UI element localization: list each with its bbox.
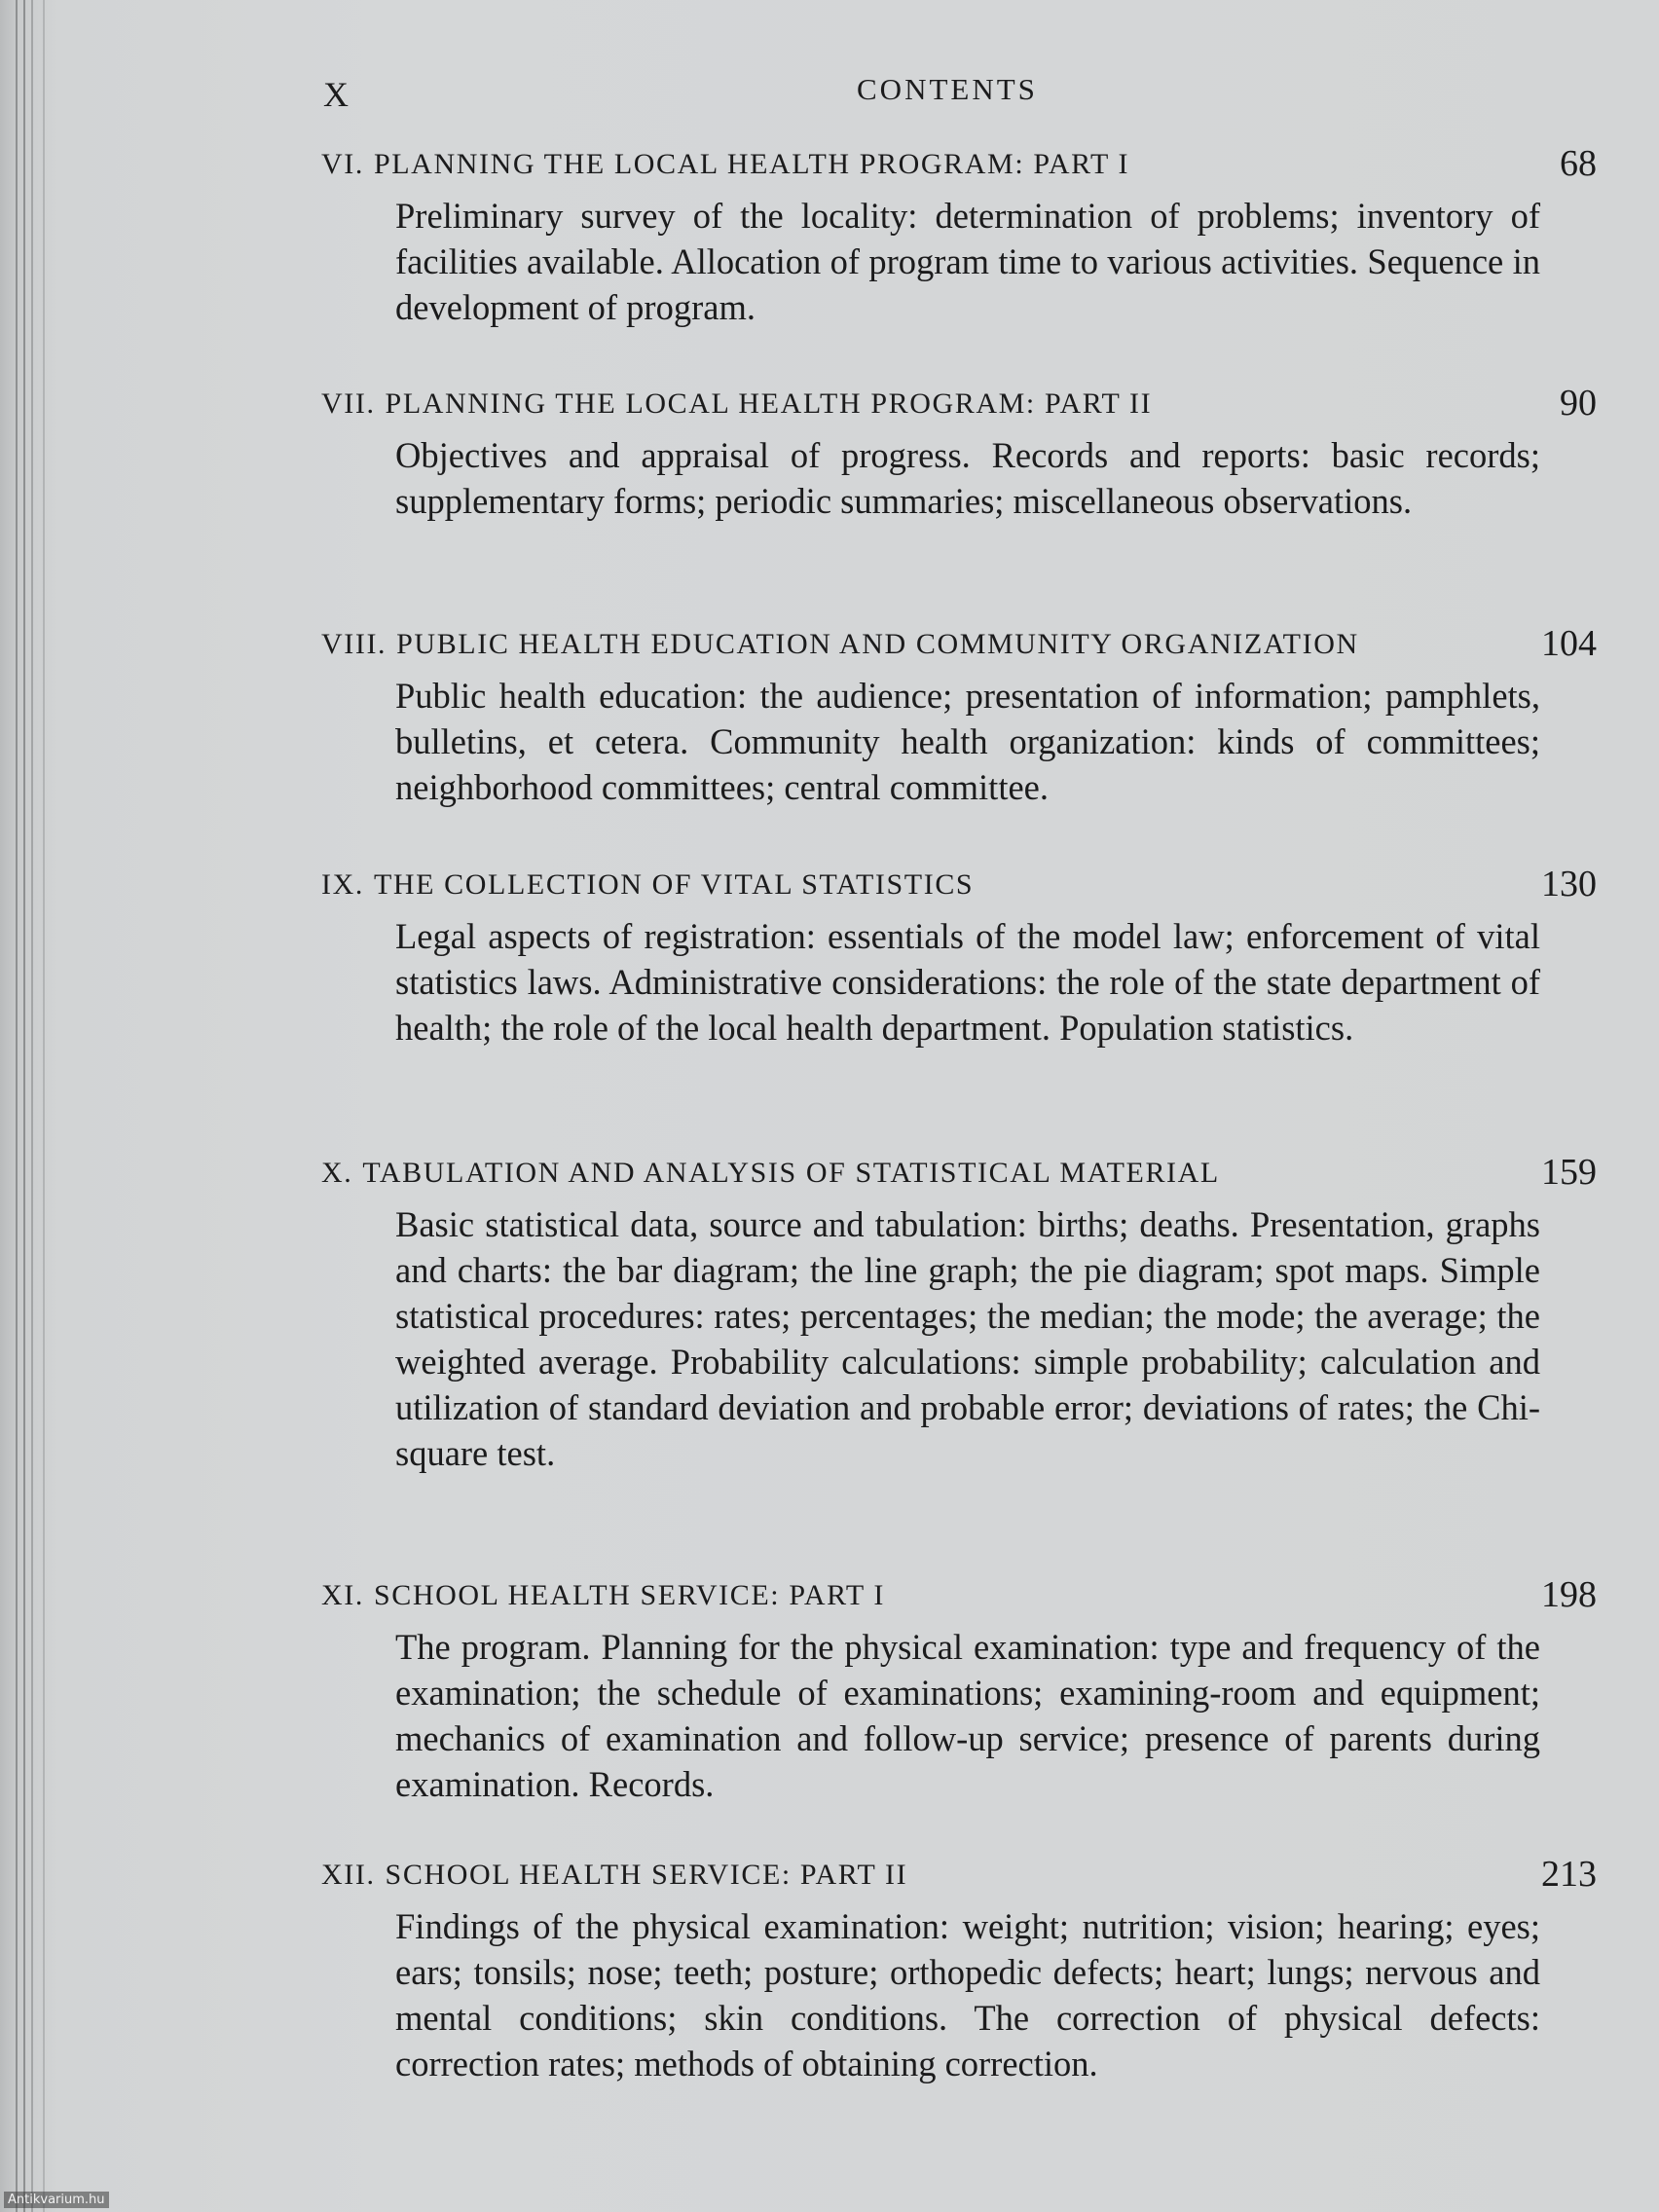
chapter-page-number: 198 xyxy=(1541,1574,1597,1615)
chapter-page-number: 68 xyxy=(1560,143,1597,184)
chapter-title: SCHOOL HEALTH SERVICE: PART II xyxy=(385,1859,908,1891)
chapter-page-number: 213 xyxy=(1541,1854,1597,1895)
page-edge-line xyxy=(31,0,33,2212)
chapter-description: Public health education: the audience; presentation of information; pamphlets, bulletins, et cetera. Community health organization: kinds of committees; neighborhood committees; central committee. xyxy=(395,676,1540,807)
chapter-entry xyxy=(321,143,1597,330)
chapter-heading xyxy=(321,1574,1597,1622)
chapter-heading xyxy=(321,1854,1597,1901)
chapter-heading xyxy=(321,143,1597,191)
chapter-page-number: 159 xyxy=(1541,1152,1597,1193)
chapter-number: XI. xyxy=(321,1579,364,1611)
page-edge-line xyxy=(23,0,25,2212)
chapter-heading xyxy=(321,623,1597,671)
watermark: Antikvarium.hu xyxy=(4,2192,109,2208)
chapter-entry xyxy=(321,1152,1597,1476)
chapter-title: TABULATION AND ANALYSIS OF STATISTICAL MATERIAL xyxy=(362,1157,1220,1189)
chapter-entry xyxy=(321,864,1597,1051)
chapter-title: PUBLIC HEALTH EDUCATION AND COMMUNITY ORGANIZATION xyxy=(396,628,1359,660)
chapter-number: VII. xyxy=(321,387,376,420)
chapter-number: VIII. xyxy=(321,628,387,660)
chapter-entry xyxy=(321,1574,1597,1807)
page-title: CONTENTS xyxy=(857,72,1038,106)
chapter-description: Objectives and appraisal of progress. Records and reports: basic records; supplementary forms; periodic summaries; miscellaneous observations. xyxy=(395,435,1540,521)
chapter-title: SCHOOL HEALTH SERVICE: PART I xyxy=(373,1579,886,1611)
chapter-description: Preliminary survey of the locality: determination of problems; inventory of facilities available. Allocation of program time to various activities. Sequence in development of program. xyxy=(395,196,1540,327)
chapter-heading xyxy=(321,864,1597,911)
chapter-number: XII. xyxy=(321,1859,376,1891)
chapter-title: PLANNING THE LOCAL HEALTH PROGRAM: PART II xyxy=(385,387,1153,420)
chapter-entry xyxy=(321,1854,1597,2086)
chapter-title: THE COLLECTION OF VITAL STATISTICS xyxy=(373,868,975,901)
page-numeral: X xyxy=(323,75,350,114)
chapter-number: VI. xyxy=(321,148,364,180)
chapter-number: X. xyxy=(321,1157,353,1189)
chapter-title: PLANNING THE LOCAL HEALTH PROGRAM: PART I xyxy=(373,148,1130,180)
chapter-description: Basic statistical data, source and tabulation: births; deaths. Presentation, graphs and charts: the bar diagram; the line graph; the pie diagram; spot maps. Simple statistical procedures: rates; percentages; the median; the mode; the average; the weighted average. Probability calculations: simple probability; calculation and utilization of standard deviation and probable error; deviations of rates; the Chi-square test. xyxy=(395,1204,1540,1473)
chapter-page-number: 104 xyxy=(1541,623,1597,664)
chapter-heading xyxy=(321,1152,1597,1199)
chapter-entry xyxy=(321,383,1597,524)
chapter-entry xyxy=(321,623,1597,810)
chapter-page-number: 90 xyxy=(1560,383,1597,424)
chapter-description: Findings of the physical examination: weight; nutrition; vision; hearing; eyes; ears; tonsils; nose; teeth; posture; orthopedic defects; heart; lungs; nervous and mental conditions; skin conditions. The correction of physical defects: correction rates; methods of obtaining correction. xyxy=(395,1906,1540,2083)
chapter-description: The program. Planning for the physical examination: type and frequency of the examination; the schedule of examinations; examining-room and equipment; mechanics of examination and follow-up service; presence of parents during examination. Records. xyxy=(395,1627,1540,1804)
page-edge-line xyxy=(16,0,18,2212)
chapter-page-number: 130 xyxy=(1541,864,1597,904)
chapter-number: IX. xyxy=(321,868,364,901)
page-edge-line xyxy=(43,0,45,2212)
chapter-description: Legal aspects of registration: essentials of the model law; enforcement of vital statistics laws. Administrative considerations: the role of the state department of health; the role of the local health department. Population statistics. xyxy=(395,916,1540,1048)
chapter-heading xyxy=(321,383,1597,430)
